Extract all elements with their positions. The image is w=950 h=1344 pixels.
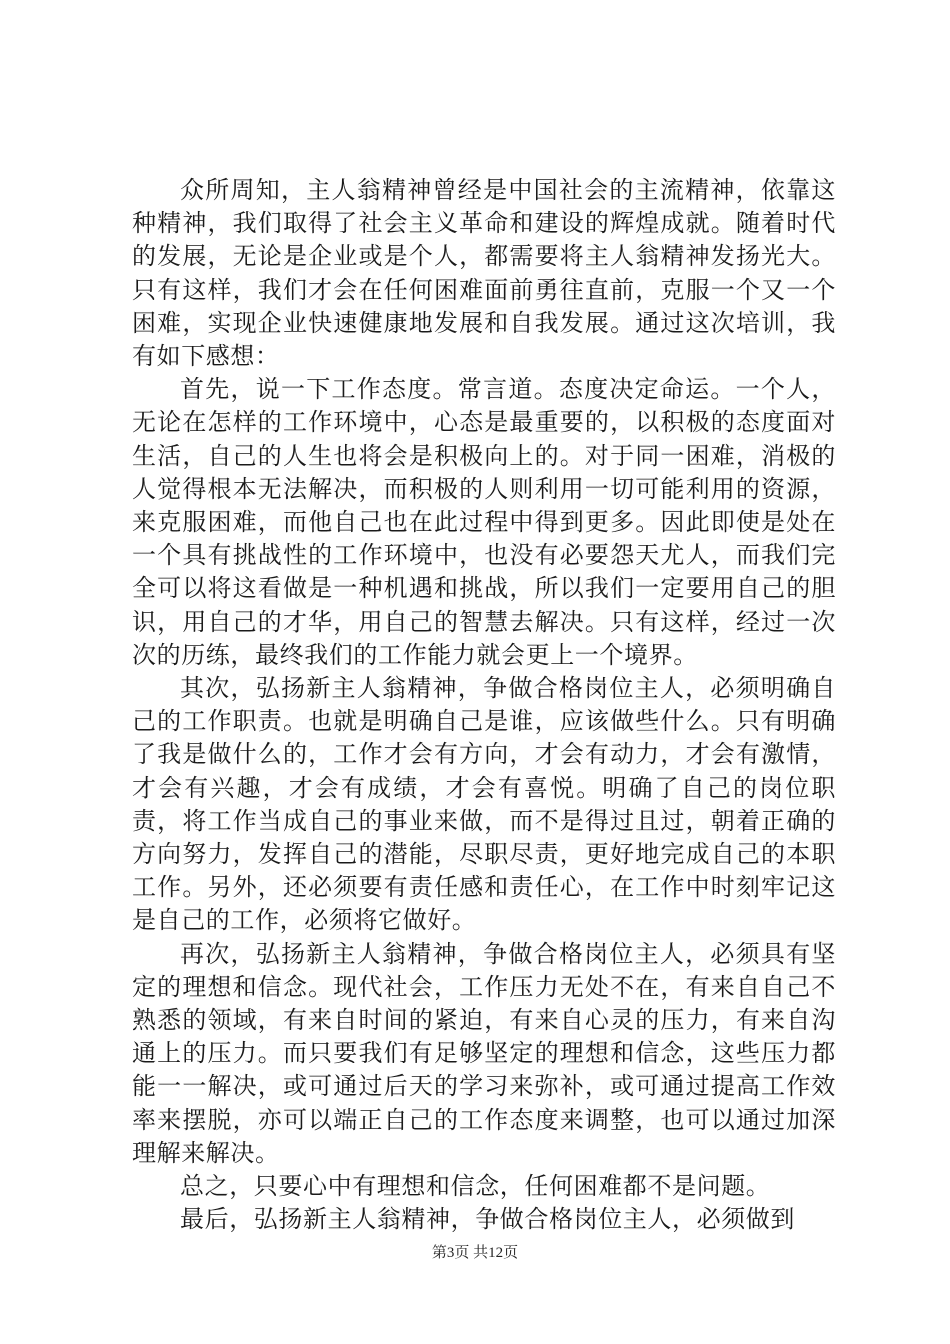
- paragraph-job-duties: 其次，弘扬新主人翁精神，争做合格岗位主人，必须明确自己的工作职责。也就是明确自己是谁，应该做些什么。只有明确了我是做什么的，工作才会有方向，才会有动力，才会有激情，才会有兴趣，才会有成绩，才会有喜悦。明确了自己的岗位职责，将工作当成自己的事业来做，而不是得过且过，朝着正确的方向努力，发挥自己的潜能，尽职尽责，更好地完成自己的本职工作。另外，还必须要有责任感和责任心，在工作中时刻牢记这是自己的工作，必须将它做好。: [132, 674, 836, 935]
- paragraph-work-attitude: 首先，说一下工作态度。常言道。态度决定命运。一个人，无论在怎样的工作环境中，心态是最重要的，以积极的态度面对生活，自己的人生也将会是积极向上的。对于同一困难，消极的人觉得根本无法解决，而积极的人则利用一切可能利用的资源，来克服困难，而他自己也在此过程中得到更多。因此即使是处在一个具有挑战性的工作环境中，也没有必要怨天尤人，而我们完全可以将这看做是一种机遇和挑战，所以我们一定要用自己的胆识，用自己的才华，用自己的智慧去解决。只有这样，经过一次次的历练，最终我们的工作能力就会更上一个境界。: [132, 375, 836, 669]
- document-body: [132, 174, 836, 1237]
- paragraph-intro: 众所周知，主人翁精神曾经是中国社会的主流精神，依靠这种精神，我们取得了社会主义革命和建设的辉煌成就。随着时代的发展，无论是企业或是个人，都需要将主人翁精神发扬光大。只有这样，我们才会在任何困难面前勇往直前，克服一个又一个困难，实现企业快速健康地发展和自我发展。通过这次培训，我有如下感想：: [132, 176, 836, 371]
- paragraph-summary: 总之，只要心中有理想和信念，任何困难都不是问题。: [180, 1172, 771, 1201]
- page-footer: 第3页 共12页: [431, 1245, 519, 1261]
- paragraph-finally: 最后，弘扬新主人翁精神，争做合格岗位主人，必须做到: [180, 1205, 795, 1234]
- paragraph-ideals-beliefs: 再次，弘扬新主人翁精神，争做合格岗位主人，必须具有坚定的理想和信念。现代社会，工作压力无处不在，有来自自己不熟悉的领域，有来自时间的紧迫，有来自心灵的压力，有来自沟通上的压力。而只要我们有足够坚定的理想和信念，这些压力都能一一解决，或可通过后天的学习来弥补，或可通过提高工作效率来摆脱，亦可以端正自己的工作态度来调整，也可以通过加深理解来解决。: [132, 939, 836, 1167]
